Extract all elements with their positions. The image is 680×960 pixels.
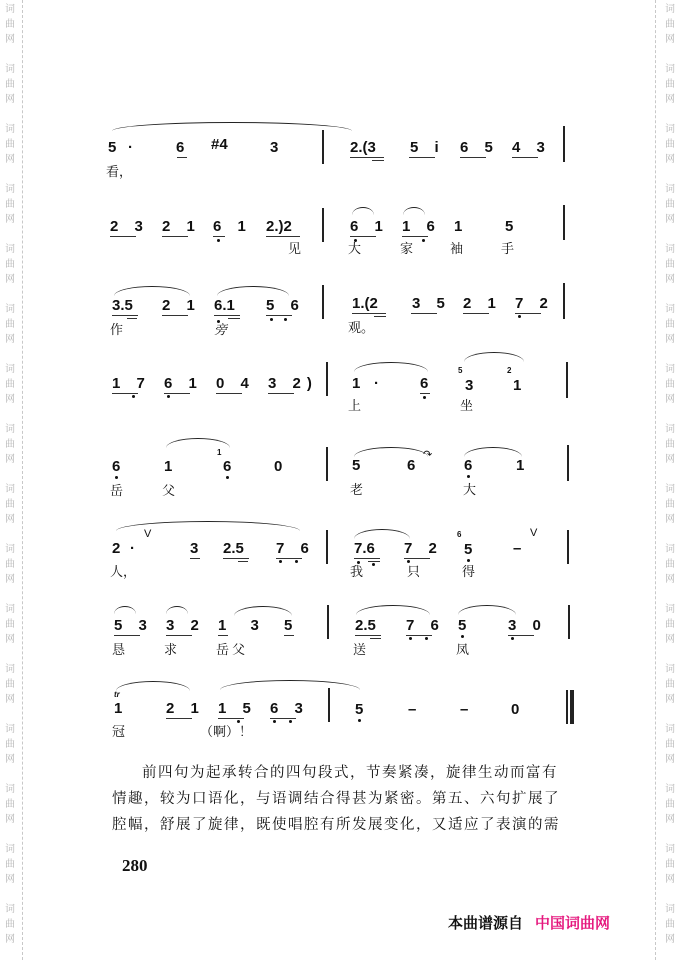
commentary-line: 前四句为起承转合的四句段式，节奏紧凑，旋律生动而富有 — [142, 765, 558, 781]
note-group: 3.5 — [112, 297, 133, 314]
note-group: 7 2 — [404, 540, 443, 557]
watermark-text: 词 曲 网 — [665, 304, 675, 345]
note: 3 — [270, 139, 279, 156]
bar-line — [327, 605, 329, 639]
brand-link[interactable]: 中国词曲网 — [535, 914, 611, 932]
right-margin-watermark — [655, 0, 680, 960]
lyric: 老 — [350, 483, 364, 498]
note-group: 2.(3 — [350, 139, 376, 156]
bar-line — [566, 362, 568, 398]
extension-dash: – — [513, 540, 522, 557]
slur — [234, 606, 292, 616]
watermark-text: 词 曲 网 — [5, 904, 15, 945]
lyric: 袖 — [450, 242, 464, 257]
watermark-text: 词 曲 网 — [5, 4, 15, 45]
note-group: 2.5 — [223, 540, 244, 557]
final-bar-thick — [570, 690, 574, 724]
slur — [114, 286, 190, 296]
note-group: 2.)2 — [266, 218, 292, 235]
lyric: 得 — [462, 565, 476, 580]
lyric: 我 — [350, 565, 364, 580]
rest: 0 — [274, 458, 283, 475]
note-group: 2 1 — [463, 295, 502, 312]
lyric: 岳 — [110, 484, 124, 499]
note: 5 — [284, 617, 293, 634]
slur — [458, 605, 516, 615]
note: 3 — [465, 377, 474, 394]
note: 1 — [516, 457, 525, 474]
lyric: 人， — [110, 565, 137, 580]
watermark-text: 词 曲 网 — [665, 544, 675, 585]
left-margin-watermark — [0, 0, 23, 960]
note-group: 5 6 — [266, 297, 305, 314]
note-group: 5 3 — [114, 617, 153, 634]
lyric: 大 — [463, 483, 477, 498]
lyric: 父 — [162, 484, 176, 499]
note-group: 7.6 — [354, 540, 375, 557]
watermark-text: 词 曲 网 — [5, 484, 15, 525]
note-group: 7 6 — [406, 617, 445, 634]
watermark-text: 词 曲 网 — [5, 184, 15, 225]
note-group: 0 4 — [216, 375, 255, 392]
bar-line — [322, 130, 324, 164]
note: 1 — [454, 218, 463, 235]
lyric: 家 — [400, 242, 414, 257]
watermark-text: 词 曲 网 — [665, 844, 675, 885]
lyric: 看， — [106, 165, 133, 180]
note: 6 — [464, 457, 473, 474]
note: 3 — [190, 540, 199, 557]
watermark-text: 词 曲 网 — [665, 244, 675, 285]
note-group: 2 1 — [166, 700, 205, 717]
lyric: 求 — [164, 643, 178, 658]
glide-mark: ↷ — [423, 449, 433, 461]
trill-mark: tr — [114, 690, 120, 699]
commentary-paragraph — [112, 760, 582, 838]
watermark-text: 词 曲 网 — [5, 664, 15, 705]
watermark-text: 词 曲 网 — [665, 604, 675, 645]
slur — [166, 438, 230, 448]
bar-line — [567, 445, 569, 481]
watermark-text: 词 曲 网 — [5, 604, 15, 645]
watermark-text: 词 曲 网 — [665, 64, 675, 105]
slur — [354, 362, 428, 372]
note-group: 3 5 — [412, 295, 451, 312]
watermark-text: 词 曲 网 — [5, 64, 15, 105]
lyric: 冠 — [112, 725, 126, 740]
commentary-line: 情趣，较为口语化，与语调结合得甚为紧密。第五、六句扩展了 — [112, 791, 560, 807]
slur — [114, 606, 136, 614]
note: 6 — [112, 458, 121, 475]
note-group: 2 1 — [162, 218, 201, 235]
note-group: 2.5 — [355, 617, 376, 634]
note: 5 — [355, 701, 364, 718]
watermark-text: 词 曲 网 — [5, 424, 15, 465]
watermark-text: 词 曲 网 — [665, 184, 675, 225]
note: 6 — [223, 458, 232, 475]
duration-dot: · — [130, 540, 135, 557]
lyric: 凤 — [456, 643, 470, 658]
note-group: 6 5 — [460, 139, 499, 156]
lyric: 见 — [288, 242, 302, 257]
bar-line — [322, 285, 324, 319]
lyric: 观。 — [348, 321, 375, 336]
slur — [217, 286, 289, 296]
note-group: 6 1 — [213, 218, 252, 235]
slur — [356, 605, 430, 615]
note: 5 — [505, 218, 514, 235]
grace-note: 2 — [507, 366, 512, 375]
watermark-text: 词 曲 网 — [665, 484, 675, 525]
lyric: 大 — [348, 242, 362, 257]
watermark-text: 词 曲 网 — [665, 664, 675, 705]
note-group: 1 5 — [218, 700, 257, 717]
note: 5 — [458, 617, 467, 634]
lyric: 恳 — [112, 643, 126, 658]
watermark-text: 词 曲 网 — [665, 424, 675, 465]
lyric: 坐 — [460, 399, 474, 414]
watermark-text: 词 曲 网 — [5, 304, 15, 345]
note-group: 6 1 — [164, 375, 203, 392]
note: 1 — [114, 700, 123, 717]
note: 6 — [176, 139, 185, 156]
extension-dash: – — [408, 701, 417, 718]
note: 6 — [407, 457, 416, 474]
final-bar-thin — [566, 690, 568, 724]
watermark-text: 词 曲 网 — [5, 544, 15, 585]
note-group: 2 1 — [162, 297, 201, 314]
note-group: 5 i — [410, 139, 445, 156]
breath-mark: V — [144, 528, 152, 540]
grace-note: 6 — [457, 530, 462, 539]
note: 1 — [164, 458, 173, 475]
note-group: 3 2 — [166, 617, 205, 634]
note-group: 3 2) — [268, 375, 318, 392]
rest: 0 — [511, 701, 520, 718]
note-group: 6 1 — [350, 218, 389, 235]
watermark-text: 词 曲 网 — [665, 364, 675, 405]
slur — [352, 207, 374, 215]
note-group: 3 0 — [508, 617, 547, 634]
source-label: 本曲谱源自 — [448, 914, 524, 932]
breath-mark: V — [530, 527, 538, 539]
note-group: 2 3 — [110, 218, 149, 235]
note-group: 6.1 — [214, 297, 235, 314]
bar-line — [326, 447, 328, 481]
watermark-text: 词 曲 网 — [665, 784, 675, 825]
note-group: 1 7 — [112, 375, 151, 392]
slur — [220, 680, 360, 690]
note-group: 1 3 — [218, 617, 269, 634]
slur — [403, 207, 425, 215]
slur — [354, 447, 428, 457]
grace-note: 5 — [458, 366, 463, 375]
note-group: 1 6 — [402, 218, 441, 235]
lyric: 手 — [501, 242, 515, 257]
lyric: 作 — [110, 323, 124, 338]
lyric: （啊）！ — [200, 725, 253, 740]
watermark-text: 词 曲 网 — [5, 844, 15, 885]
note: 2 — [112, 540, 121, 557]
page-number: 280 — [122, 856, 148, 875]
bar-line — [328, 688, 330, 722]
note-group: 6 3 — [270, 700, 309, 717]
sharp-note: #4 — [211, 136, 228, 153]
watermark-text: 词 曲 网 — [665, 724, 675, 765]
note: 5 — [464, 541, 473, 558]
bar-line — [563, 205, 565, 240]
note: 6 — [420, 375, 429, 392]
lyric: 上 — [348, 399, 362, 414]
bar-line — [563, 283, 565, 319]
slur — [464, 352, 524, 362]
note: 5 — [352, 457, 361, 474]
watermark-text: 词 曲 网 — [5, 364, 15, 405]
bar-line — [322, 208, 324, 242]
note: 5 — [108, 139, 117, 156]
bar-line — [563, 126, 565, 162]
bar-line — [326, 530, 328, 564]
duration-dot: · — [128, 139, 133, 156]
note: 1 — [513, 377, 522, 394]
bar-line — [568, 605, 570, 639]
watermark-text: 词 曲 网 — [5, 724, 15, 765]
slur — [464, 447, 522, 457]
lyric: 旁 — [214, 323, 228, 338]
watermark-text: 词 曲 网 — [665, 904, 675, 945]
note-group: 4 3 — [512, 139, 551, 156]
watermark-text: 词 曲 网 — [665, 124, 675, 165]
watermark-text: 词 曲 网 — [5, 244, 15, 285]
slur — [166, 606, 188, 614]
bar-line — [567, 530, 569, 564]
duration-dot: · — [374, 375, 379, 392]
extension-dash: – — [460, 701, 469, 718]
note-group: 7 2 — [515, 295, 554, 312]
slur — [116, 681, 190, 691]
slur — [112, 122, 352, 131]
lyric: 送 — [353, 643, 367, 658]
note-group: 1.(2 — [352, 295, 378, 312]
slur — [354, 529, 410, 539]
lyric: 只 — [407, 565, 421, 580]
bar-line — [326, 362, 328, 396]
note-group: 7 6 — [276, 540, 315, 557]
watermark-text: 词 曲 网 — [5, 124, 15, 165]
commentary-line: 腔幅，舒展了旋律，既使唱腔有所发展变化，又适应了表演的需 — [112, 817, 560, 833]
lyric: 岳父 — [216, 643, 249, 658]
watermark-text: 词 曲 网 — [5, 784, 15, 825]
watermark-text: 词 曲 网 — [665, 4, 675, 45]
note: 1 — [352, 375, 361, 392]
grace-note: 1 — [217, 448, 222, 457]
source-credit — [448, 912, 610, 933]
